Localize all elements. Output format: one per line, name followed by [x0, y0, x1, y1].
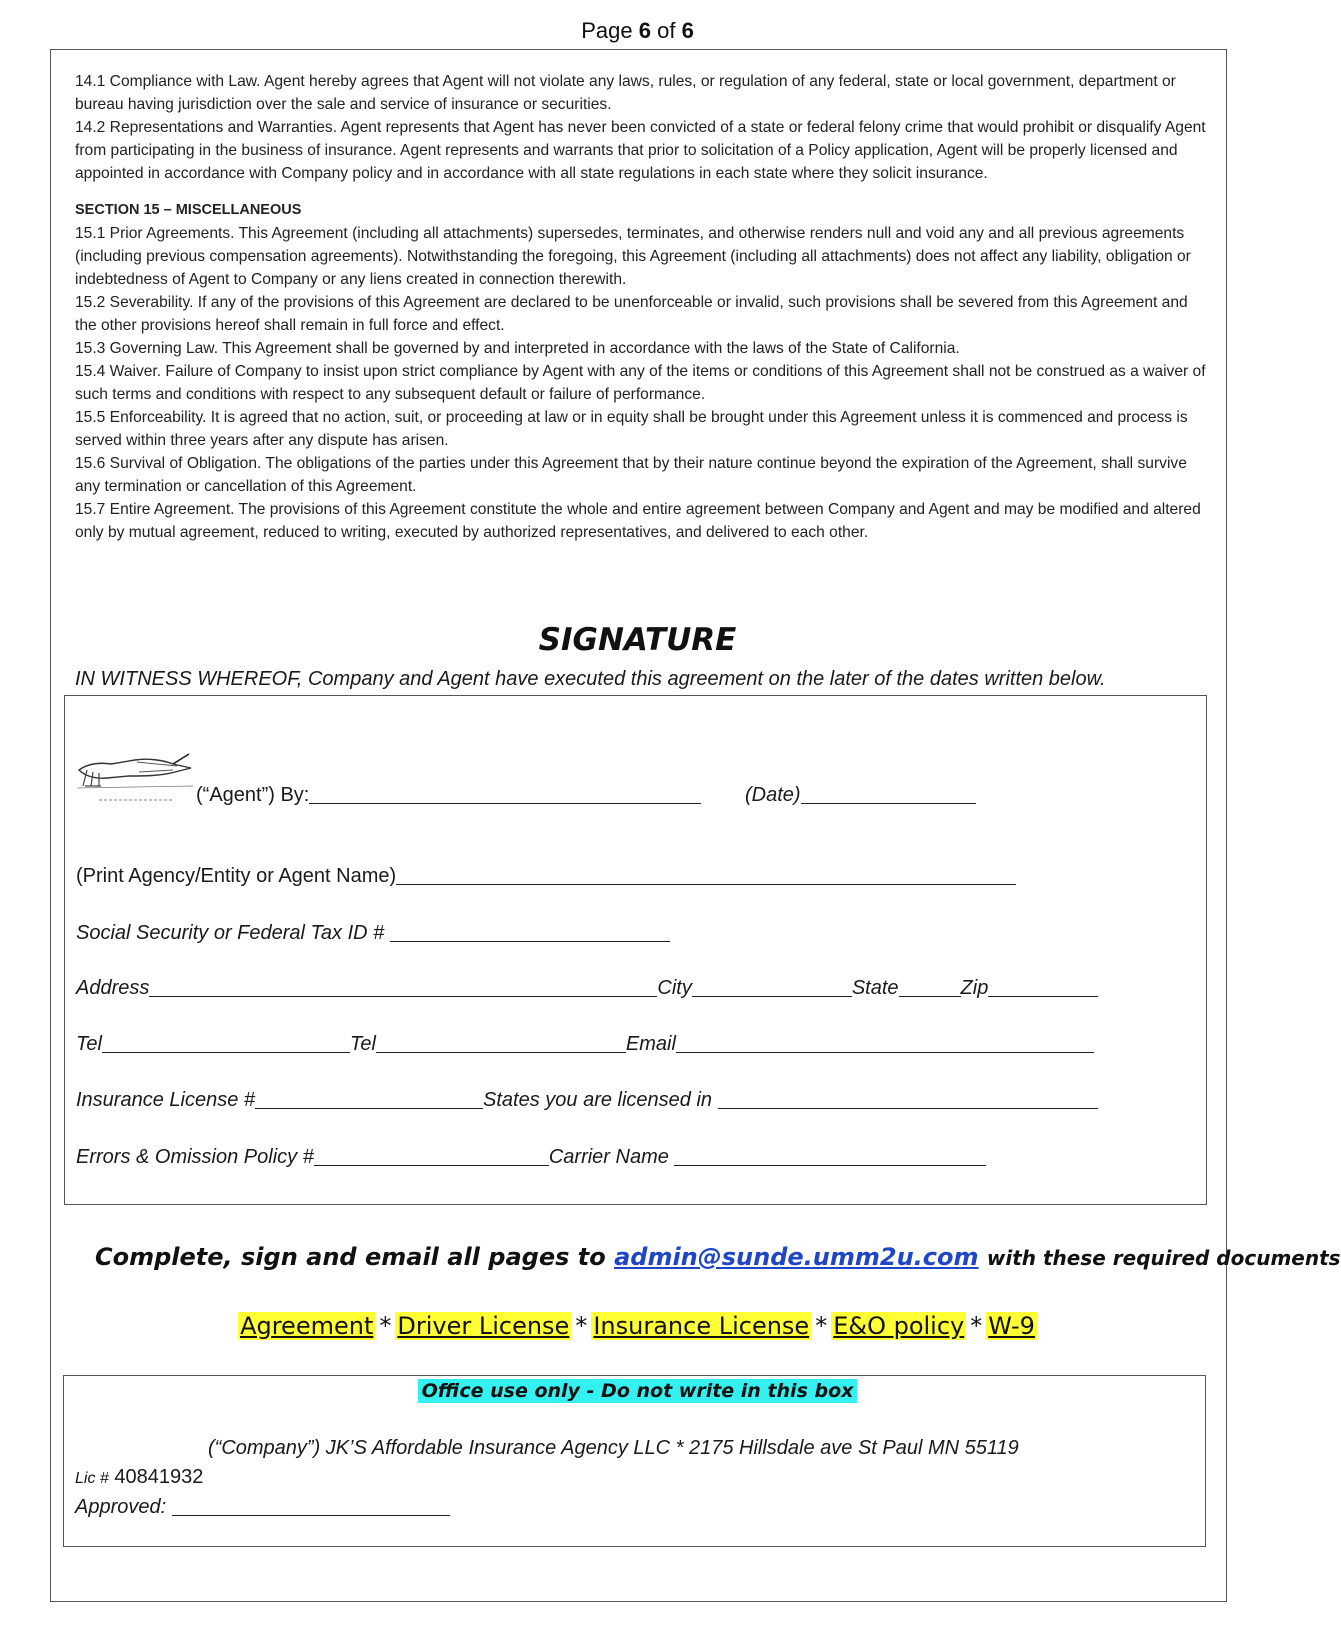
- tel2-blank[interactable]: [376, 1032, 626, 1053]
- carrier-label: Carrier Name: [548, 1146, 669, 1168]
- date-label: (Date): [745, 784, 801, 806]
- ssn-blank[interactable]: [390, 921, 670, 942]
- doc-driver-license: Driver License: [397, 1312, 570, 1340]
- instructions-tail: with these required documents: [986, 1246, 1341, 1270]
- email-label: Email: [625, 1033, 676, 1055]
- page-of: of: [657, 18, 676, 43]
- page-current: 6: [638, 18, 651, 43]
- eo-policy-label: Errors & Omission Policy #: [76, 1146, 314, 1168]
- zip-blank[interactable]: [988, 976, 1098, 997]
- doc-separator: *: [379, 1312, 392, 1340]
- doc-eo-policy: E&O policy: [833, 1312, 965, 1340]
- signature-box: [64, 695, 1207, 1205]
- page-prefix: Page: [581, 18, 633, 43]
- city-label: City: [657, 977, 692, 999]
- company-license: [75, 1466, 203, 1489]
- tel1-label: Tel: [76, 1033, 102, 1055]
- signature-pen-icon: [77, 742, 195, 806]
- city-blank[interactable]: [692, 976, 852, 997]
- doc-separator: *: [575, 1312, 588, 1340]
- email-blank[interactable]: [676, 1032, 1094, 1053]
- address-label: Address: [76, 977, 150, 999]
- submission-instructions: [95, 1243, 1341, 1271]
- clause-15-5: 15.5 Enforceability. It is agreed that no action, suit, or proceeding at law or in equity shall be brought under this Agreement unless it is commenced and process is served within three years after any dispute has arisen.: [75, 409, 1188, 449]
- insurance-license-blank[interactable]: [255, 1088, 483, 1109]
- doc-agreement: Agreement: [240, 1312, 374, 1340]
- required-documents: [0, 1312, 1275, 1340]
- ssn-label: Social Security or Federal Tax ID #: [76, 922, 385, 944]
- print-name-label: (Print Agency/Entity or Agent Name): [76, 865, 397, 887]
- doc-separator: *: [970, 1312, 983, 1340]
- page-total: 6: [681, 18, 694, 43]
- agent-signature-blank[interactable]: [309, 783, 701, 804]
- lic-label: Lic #: [75, 1470, 109, 1487]
- print-name-blank[interactable]: [396, 864, 1016, 885]
- agreement-body: [75, 70, 1210, 544]
- address-blank[interactable]: [149, 976, 657, 997]
- agent-by-label: (“Agent”) By:: [196, 784, 310, 806]
- doc-insurance-license: Insurance License: [593, 1312, 810, 1340]
- carrier-blank[interactable]: [674, 1145, 986, 1166]
- clause-15-3: 15.3 Governing Law. This Agreement shall be governed by and interpreted in accordance with the laws of the State of California.: [75, 340, 960, 357]
- approved-field[interactable]: [75, 1495, 450, 1519]
- clause-15-4: 15.4 Waiver. Failure of Company to insist upon strict compliance by Agent with any of the items or conditions of this Agreement shall not be construed as a waiver of such terms and conditions with respect to any subsequent default or failure of performance.: [75, 363, 1206, 403]
- approved-label: Approved:: [75, 1496, 167, 1518]
- eo-row[interactable]: [76, 1145, 986, 1169]
- witness-statement: IN WITNESS WHEREOF, Company and Agent have executed this agreement on the later of the dates written below.: [75, 668, 1106, 690]
- date-blank[interactable]: [801, 783, 976, 804]
- page-number: [0, 18, 1275, 44]
- tel1-blank[interactable]: [102, 1032, 350, 1053]
- clause-15-6: 15.6 Survival of Obligation. The obligations of the parties under this Agreement that by their nature continue beyond the expiration of the Agreement, shall survive any termination or cancellation of this Agreement.: [75, 455, 1187, 495]
- clause-14-2: 14.2 Representations and Warranties. Agent represents that Agent has never been convicted of a state or federal felony crime that would prohibit or disqualify Agent from participating in the business of insurance. Agent represents and warrants that prior to solicitation of a Policy application, Agent will be properly licensed and appointed in accordance with Company policy and in accordance with all state regulations in each state where they solicit insurance.: [75, 119, 1206, 182]
- clause-15-7: 15.7 Entire Agreement. The provisions of this Agreement constitute the whole and entire agreement between Company and Agent and may be modified and altered only by mutual agreement, reduced to writing, executed by authorized representatives, and delivered to each other.: [75, 501, 1201, 541]
- state-blank[interactable]: [899, 976, 961, 997]
- signature-title: SIGNATURE: [538, 622, 737, 658]
- eo-policy-blank[interactable]: [314, 1145, 549, 1166]
- date-field[interactable]: [745, 783, 976, 807]
- states-licensed-blank[interactable]: [718, 1088, 1098, 1109]
- lic-number: 40841932: [114, 1466, 204, 1488]
- clause-15-1: 15.1 Prior Agreements. This Agreement (including all attachments) supersedes, terminates, and otherwise renders null and void any and all previous agreements (including previous compensation agreements). Notwithstanding the foregoing, this Agreement (including all attachments) does not affect any liability, obligation or indebtedness of Agent to Company or any liens created in connection therewith.: [75, 225, 1191, 288]
- state-label: State: [851, 977, 899, 999]
- address-row[interactable]: [76, 976, 1098, 1000]
- license-row[interactable]: [76, 1088, 1098, 1112]
- office-use-title-text: Office use only - Do not write in this box: [418, 1379, 858, 1403]
- print-name-field[interactable]: [76, 864, 1016, 888]
- insurance-license-label: Insurance License #: [76, 1089, 256, 1111]
- tel2-label: Tel: [349, 1033, 376, 1055]
- contact-row[interactable]: [76, 1032, 1094, 1056]
- company-info: (“Company”) JK’S Affordable Insurance Agency LLC * 2175 Hillsdale ave St Paul MN 55119: [208, 1437, 1019, 1459]
- clause-14-1: 14.1 Compliance with Law. Agent hereby agrees that Agent will not violate any laws, rules, or regulation of any federal, state or local government, department or bureau having jurisdiction over the sale and service of insurance or securities.: [75, 73, 1176, 113]
- office-use-title: [0, 1380, 1275, 1402]
- section-15-heading: SECTION 15 – MISCELLANEOUS: [75, 202, 302, 218]
- approved-blank[interactable]: [172, 1495, 450, 1516]
- zip-label: Zip: [960, 977, 989, 999]
- admin-email-link[interactable]: admin@sunde.umm2u.com: [614, 1243, 979, 1271]
- ssn-field[interactable]: [76, 921, 670, 945]
- doc-separator: *: [815, 1312, 828, 1340]
- doc-w9: W-9: [988, 1312, 1035, 1340]
- instructions-lead: Complete, sign and email all pages to: [95, 1243, 606, 1271]
- states-licensed-label: States you are licensed in: [483, 1089, 713, 1111]
- agent-signature-field[interactable]: [196, 783, 701, 807]
- clause-15-2: 15.2 Severability. If any of the provisions of this Agreement are declared to be unenforceable or invalid, such provisions shall be severed from this Agreement and the other provisions hereof shall remain in full force and effect.: [75, 294, 1188, 334]
